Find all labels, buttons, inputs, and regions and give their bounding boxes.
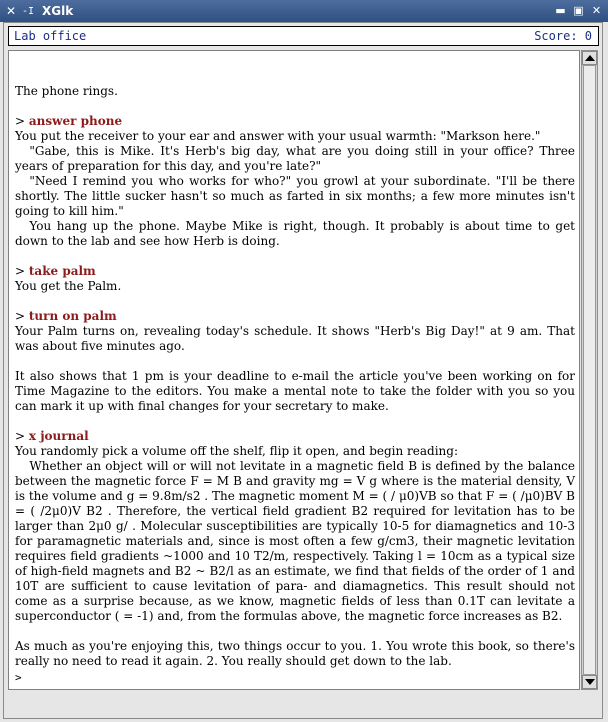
x-icon[interactable]: ✕ xyxy=(5,4,17,18)
status-bar xyxy=(8,26,599,46)
player-command: take palm xyxy=(28,264,96,278)
score-display: Score: 0 xyxy=(534,29,592,43)
story-window[interactable] xyxy=(8,50,580,690)
bottom-strip xyxy=(8,693,599,713)
command-line: > take palm xyxy=(15,264,96,278)
input-prompt[interactable]: > xyxy=(15,671,22,684)
story-line: "Gabe, this is Mike. It's Herb's big day, what are you doing still in your office? Three years of preparation for this day, and you're late?" xyxy=(15,144,575,173)
arrow-down-icon xyxy=(585,679,595,685)
story-paragraph xyxy=(15,369,575,414)
story-line: You randomly pick a volume off the shelf, flip it open, and begin reading: xyxy=(15,444,459,458)
story-paragraph xyxy=(15,84,575,99)
command-line: > turn on palm xyxy=(15,309,117,323)
story-scrollbar[interactable] xyxy=(581,50,598,690)
story-paragraph xyxy=(15,114,575,249)
command-line: > answer phone xyxy=(15,114,123,128)
scroll-down-button[interactable] xyxy=(582,675,597,689)
story-line: As much as you're enjoying this, two things occur to you. 1. You wrote this book, so there's really no need to read it again. 2. You really should get down to the lab. xyxy=(15,639,575,668)
story-line: You put the receiver to your ear and answer with your usual warmth: "Markson here." xyxy=(15,129,541,143)
room-name: Lab office xyxy=(14,29,87,43)
pin-icon[interactable]: -I xyxy=(22,5,35,17)
window-titlebar[interactable] xyxy=(0,0,608,22)
player-command: answer phone xyxy=(28,114,123,128)
window-title: XGlk xyxy=(42,4,74,18)
player-command: x journal xyxy=(28,429,89,443)
minimize-button[interactable]: ▬ xyxy=(555,4,566,17)
story-line: You get the Palm. xyxy=(15,279,122,293)
story-paragraph xyxy=(15,264,575,294)
story-paragraph xyxy=(15,309,575,354)
story-line: Your Palm turns on, revealing today's schedule. It shows "Herb's Big Day!" at 9 am. That was about five minutes ago. xyxy=(15,324,575,353)
story-line: "Need I remind you who works for who?" you growl at your subordinate. "I'll be there shortly. The little sucker hasn't so much as farted in six months; a few more minutes isn't going to kill him." xyxy=(15,174,575,218)
story-text xyxy=(15,84,575,684)
story-line: The phone rings. xyxy=(15,84,118,98)
arrow-up-icon xyxy=(585,55,595,61)
player-command: turn on palm xyxy=(28,309,117,323)
maximize-button[interactable]: ▣ xyxy=(573,4,584,17)
story-line: You hang up the phone. Maybe Mike is right, though. It probably is about time to get down to the lab and see how Herb is doing. xyxy=(15,219,575,248)
close-button[interactable]: ✕ xyxy=(591,4,602,17)
scroll-thumb[interactable] xyxy=(583,65,596,675)
story-paragraph xyxy=(15,639,575,669)
command-line: > x journal xyxy=(15,429,89,443)
story-paragraph xyxy=(15,429,575,624)
journal-text: Whether an object will or will not levitate in a magnetic field B is defined by the balance between the magnetic force F = M B and gravity mg = V g where is the material density, V is the volume and g = 9.8m/s2 . The magnetic moment M = ( / μ0)VB so that F = ( /μ0)BV B = ( /2μ0)V B2 . Therefore, the vertical field gradient B2 required for levitation has to be larger than 2μ0 g/ . Molecular susceptibilities are typically 10-5 for diamagnetics and 10-3 for paramagnetic materials and, since is most often a few g/cm3, their magnetic levitation requires field gradients ~1000 and 10 T2/m, respectively. Taking l = 10cm as a typical size of high-field magnets and B2 ~ B2/l as an estimate, we find that fields of the order of 1 and 10T are sufficient to cause levitation of para- and diamagnetics. This result should not come as a surprise because, as we know, magnetic fields of less than 0.1T can levitate a superconductor ( = -1) and, from the formulas above, the magnetic force increases as B2. xyxy=(15,459,575,623)
scroll-up-button[interactable] xyxy=(582,51,597,65)
story-line: It also shows that 1 pm is your deadline to e-mail the article you've been working on for Time Magazine to the editors. You make a mental note to take the folder with you so you can mark it up with final changes for your secretary to make. xyxy=(15,369,575,413)
